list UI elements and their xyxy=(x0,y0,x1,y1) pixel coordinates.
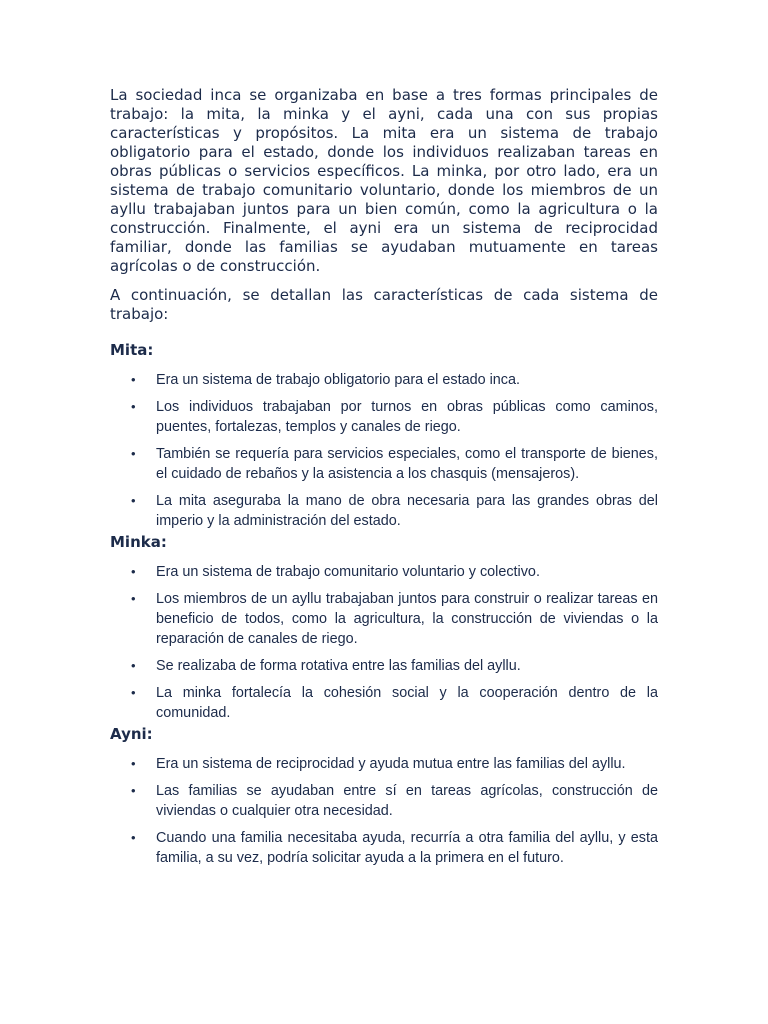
list-item xyxy=(110,589,658,649)
list-item-text: Las familias se ayudaban entre sí en tareas agrícolas, construcción de viviendas o cualquier otra necesidad. xyxy=(156,783,658,819)
list-item-text: Era un sistema de trabajo obligatorio para el estado inca. xyxy=(156,372,520,388)
list-item xyxy=(110,683,658,723)
list-item-text: La mita aseguraba la mano de obra necesaria para las grandes obras del imperio y la administración del estado. xyxy=(156,493,658,529)
list-item xyxy=(110,781,658,821)
document-page xyxy=(110,86,658,870)
bullet-icon: • xyxy=(131,685,136,700)
section-mita xyxy=(110,341,658,531)
lead-paragraph: A continuación, se detallan las características de cada sistema de trabajo: xyxy=(110,286,658,323)
list-item xyxy=(110,370,658,390)
bullet-icon: • xyxy=(131,493,136,508)
section-heading: Ayni: xyxy=(110,725,153,743)
list-item xyxy=(110,397,658,437)
list-item xyxy=(110,562,658,582)
section-heading: Minka: xyxy=(110,533,167,551)
bullet-list xyxy=(110,370,658,531)
bullet-list xyxy=(110,562,658,723)
bullet-icon: • xyxy=(131,564,136,579)
section-heading: Mita: xyxy=(110,341,154,359)
bullet-list xyxy=(110,754,658,868)
section-ayni xyxy=(110,725,658,868)
list-item-text: Era un sistema de trabajo comunitario voluntario y colectivo. xyxy=(156,564,540,580)
bullet-icon: • xyxy=(131,830,136,845)
bullet-icon: • xyxy=(131,446,136,461)
bullet-icon: • xyxy=(131,591,136,606)
list-item-text: Era un sistema de reciprocidad y ayuda mutua entre las familias del ayllu. xyxy=(156,756,626,772)
bullet-icon: • xyxy=(131,399,136,414)
list-item-text: Se realizaba de forma rotativa entre las familias del ayllu. xyxy=(156,658,521,674)
intro-paragraph: La sociedad inca se organizaba en base a tres formas principales de trabajo: la mita, la minka y el ayni, cada una con sus propias características y propósitos. La mita era un sistema de trabajo obligatorio para el estado, donde los individuos realizaban tareas en obras públicas o servicios específicos. La minka, por otro lado, era un sistema de trabajo comunitario voluntario, donde los miembros de un ayllu trabajaban juntos para un bien común, como la agricultura o la construcción. Finalmente, el ayni era un sistema de reciprocidad familiar, donde las familias se ayudaban mutuamente en tareas agrícolas o de construcción. xyxy=(110,86,658,275)
list-item xyxy=(110,828,658,868)
list-item xyxy=(110,656,658,676)
list-item-text: Cuando una familia necesitaba ayuda, recurría a otra familia del ayllu, y esta familia, a su vez, podría solicitar ayuda a la primera en el futuro. xyxy=(156,830,658,866)
section-minka xyxy=(110,533,658,723)
list-item xyxy=(110,491,658,531)
bullet-icon: • xyxy=(131,372,136,387)
list-item-text: Los individuos trabajaban por turnos en obras públicas como caminos, puentes, fortalezas, templos y canales de riego. xyxy=(156,399,658,435)
list-item xyxy=(110,444,658,484)
list-item xyxy=(110,754,658,774)
bullet-icon: • xyxy=(131,783,136,798)
list-item-text: La minka fortalecía la cohesión social y la cooperación dentro de la comunidad. xyxy=(156,685,658,721)
bullet-icon: • xyxy=(131,756,136,771)
list-item-text: También se requería para servicios especiales, como el transporte de bienes, el cuidado de rebaños y la asistencia a los chasquis (mensajeros). xyxy=(156,446,658,482)
list-item-text: Los miembros de un ayllu trabajaban juntos para construir o realizar tareas en beneficio de todos, como la agricultura, la construcción de viviendas o la reparación de canales de riego. xyxy=(156,591,658,647)
bullet-icon: • xyxy=(131,658,136,673)
